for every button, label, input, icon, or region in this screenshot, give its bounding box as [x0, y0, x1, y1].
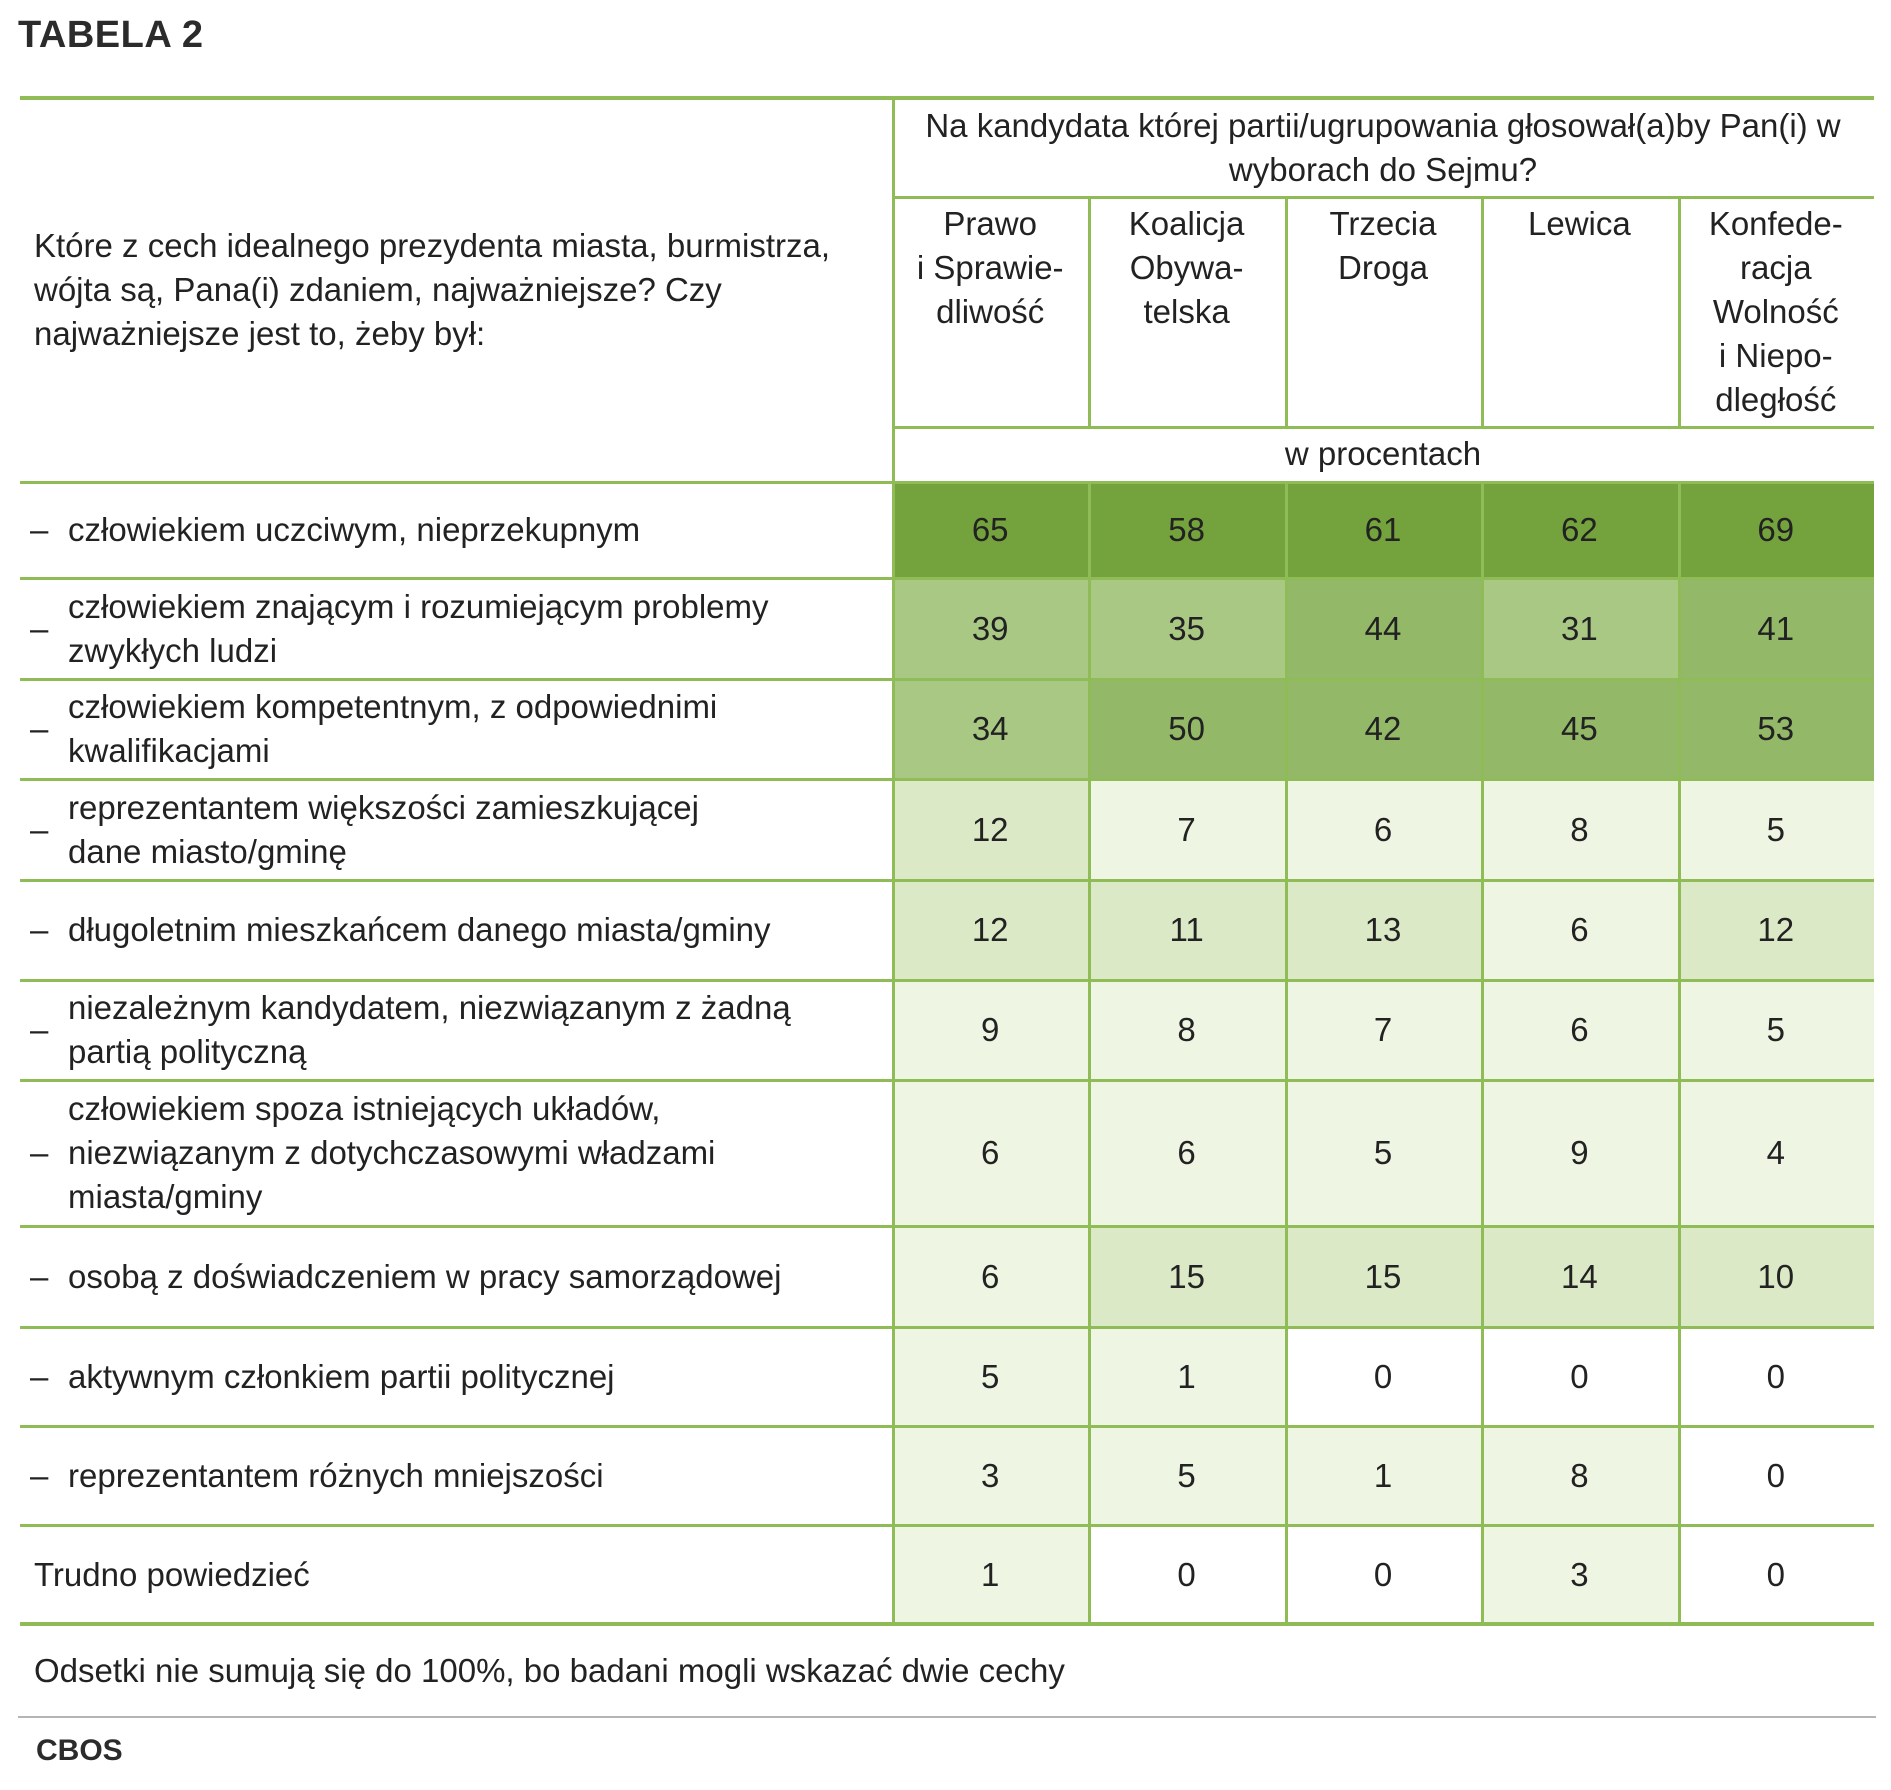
column-divider — [1285, 482, 1288, 1624]
table-note: Odsetki nie sumują się do 100%, bo badani mogli wskazać dwie cechy — [34, 1652, 1065, 1689]
row-text: człowiekiem spoza istniejących układów, niezwiązanym z dotychczasowymi władzami miasta/gminy — [68, 1090, 716, 1215]
row-dash: – — [30, 1456, 49, 1494]
row-dash: – — [30, 810, 49, 848]
column-divider — [1678, 482, 1681, 1624]
data-cell: 6 — [1088, 1080, 1284, 1226]
data-cell: 15 — [1285, 1226, 1481, 1327]
row-rule — [20, 577, 1874, 580]
group-header-rule — [892, 196, 1874, 199]
data-cell: 4 — [1678, 1080, 1874, 1226]
data-cell: 7 — [1088, 779, 1284, 880]
row-text: aktywnym członkiem partii politycznej — [68, 1357, 615, 1395]
row-rule — [20, 1225, 1874, 1228]
row-label — [20, 880, 892, 980]
data-cell: 0 — [1481, 1327, 1677, 1426]
row-label — [20, 482, 892, 578]
data-cell: 9 — [1481, 1080, 1677, 1226]
data-cell: 5 — [892, 1327, 1088, 1426]
row-text: niezależnym kandydatem, niezwiązanym z żadną partią polityczną — [68, 989, 791, 1070]
data-cell: 8 — [1481, 1426, 1677, 1525]
data-cell: 62 — [1481, 482, 1677, 578]
column-header-divider — [1088, 196, 1091, 426]
data-cell: 65 — [892, 482, 1088, 578]
data-cell: 12 — [892, 779, 1088, 880]
row-rule — [20, 1326, 1874, 1329]
data-cell: 6 — [1285, 779, 1481, 880]
column-header-4: Lewica — [1528, 205, 1631, 242]
data-cell: 12 — [892, 880, 1088, 980]
data-cell: 41 — [1678, 578, 1874, 679]
data-cell: 1 — [1088, 1327, 1284, 1426]
row-rule — [20, 1425, 1874, 1428]
results-table — [20, 96, 1874, 1622]
row-rule — [20, 979, 1874, 982]
source-label: CBOS — [36, 1734, 123, 1767]
row-text: osobą z doświadczeniem w pracy samorządowej — [68, 1257, 782, 1295]
data-cell: 6 — [892, 1080, 1088, 1226]
column-header-divider — [1285, 196, 1288, 426]
data-cell: 39 — [892, 578, 1088, 679]
data-cell: 58 — [1088, 482, 1284, 578]
footer-divider — [18, 1716, 1876, 1718]
data-cell: 0 — [1678, 1525, 1874, 1624]
row-label — [20, 1080, 892, 1226]
row-text: człowiekiem znającym i rozumiejącym problemy zwykłych ludzi — [68, 587, 769, 669]
table-title: TABELA 2 — [18, 14, 204, 56]
data-cell: 44 — [1285, 578, 1481, 679]
row-rule — [20, 778, 1874, 781]
data-cell: 45 — [1481, 679, 1677, 779]
column-divider — [1481, 482, 1484, 1624]
data-cell: 61 — [1285, 482, 1481, 578]
row-dash: – — [30, 1357, 49, 1395]
row-label — [20, 980, 892, 1080]
column-group-header: Na kandydata której partii/ugrupowania głosował(a)by Pan(i) w wyborach do Sejmu? — [925, 107, 1841, 188]
row-text: człowiekiem uczciwym, nieprzekupnym — [68, 511, 641, 548]
row-label — [20, 578, 892, 679]
row-rule — [20, 678, 1874, 681]
column-header-divider — [1678, 196, 1681, 426]
data-cell: 15 — [1088, 1226, 1284, 1327]
data-cell: 0 — [1285, 1525, 1481, 1624]
row-dash: – — [30, 1011, 49, 1048]
data-cell: 0 — [1285, 1327, 1481, 1426]
row-rule — [20, 1079, 1874, 1082]
row-text: reprezentantem różnych mniejszości — [68, 1456, 604, 1494]
data-cell: 0 — [1678, 1327, 1874, 1426]
row-rule — [20, 879, 1874, 882]
data-cell: 53 — [1678, 679, 1874, 779]
data-cell: 0 — [1088, 1525, 1284, 1624]
row-dash: – — [30, 609, 49, 647]
row-text: długoletnim mieszkańcem danego miasta/gminy — [68, 911, 771, 948]
row-dash: – — [30, 1134, 49, 1171]
data-cell: 3 — [1481, 1525, 1677, 1624]
table-bottom-rule — [20, 1622, 1874, 1626]
data-cell: 6 — [1481, 880, 1677, 980]
data-cell: 31 — [1481, 578, 1677, 679]
row-text: człowiekiem kompetentnym, z odpowiednimi kwalifikacjami — [68, 688, 718, 769]
row-text: Trudno powiedzieć — [34, 1555, 310, 1593]
data-cell: 0 — [1678, 1426, 1874, 1525]
row-text: reprezentantem większości zamieszkującej dane miasto/gminę — [68, 788, 699, 870]
data-cell: 8 — [1481, 779, 1677, 880]
row-dash: – — [30, 511, 49, 548]
unit-label: w procentach — [1284, 435, 1482, 472]
data-cell: 3 — [892, 1426, 1088, 1525]
table-top-rule — [20, 96, 1874, 100]
data-cell: 50 — [1088, 679, 1284, 779]
row-dash: – — [30, 911, 49, 948]
row-label — [20, 779, 892, 880]
data-cell: 12 — [1678, 880, 1874, 980]
data-cell: 13 — [1285, 880, 1481, 980]
label-column-rule — [892, 96, 895, 1624]
row-rule — [20, 481, 1874, 484]
data-cell: 5 — [1678, 980, 1874, 1080]
row-label — [20, 1525, 892, 1624]
column-header-rule — [892, 426, 1874, 429]
column-header-divider — [1481, 196, 1484, 426]
data-cell: 69 — [1678, 482, 1874, 578]
row-label — [20, 1327, 892, 1426]
data-cell: 42 — [1285, 679, 1481, 779]
row-rule — [20, 1524, 1874, 1527]
row-dash: – — [30, 1257, 49, 1295]
data-cell: 34 — [892, 679, 1088, 779]
row-label — [20, 679, 892, 779]
data-cell: 5 — [1285, 1080, 1481, 1226]
data-cell: 6 — [892, 1226, 1088, 1327]
row-label — [20, 1426, 892, 1525]
data-cell: 35 — [1088, 578, 1284, 679]
question-text: Które z cech idealnego prezydenta miasta, burmistrza, wójta są, Pana(i) zdaniem, najważniejsze? Czy najważniejsze jest to, żeby był: — [34, 227, 831, 352]
data-cell: 7 — [1285, 980, 1481, 1080]
row-label — [20, 1226, 892, 1327]
data-cell: 8 — [1088, 980, 1284, 1080]
data-cell: 9 — [892, 980, 1088, 1080]
data-cell: 5 — [1088, 1426, 1284, 1525]
data-cell: 1 — [892, 1525, 1088, 1624]
data-cell: 14 — [1481, 1226, 1677, 1327]
data-cell: 5 — [1678, 779, 1874, 880]
data-cell: 10 — [1678, 1226, 1874, 1327]
column-header-1: Prawo i Sprawie- dliwość — [916, 205, 1064, 330]
row-dash: – — [30, 710, 49, 747]
data-cell: 1 — [1285, 1426, 1481, 1525]
column-header-2: Koalicja Obywa- telska — [1128, 205, 1245, 330]
column-header-5: Konfede- racja Wolność i Niepo- dległość — [1708, 205, 1843, 418]
data-cell: 6 — [1481, 980, 1677, 1080]
data-cell: 11 — [1088, 880, 1284, 980]
column-divider — [1088, 482, 1091, 1624]
column-header-3: Trzecia Droga — [1329, 205, 1437, 286]
